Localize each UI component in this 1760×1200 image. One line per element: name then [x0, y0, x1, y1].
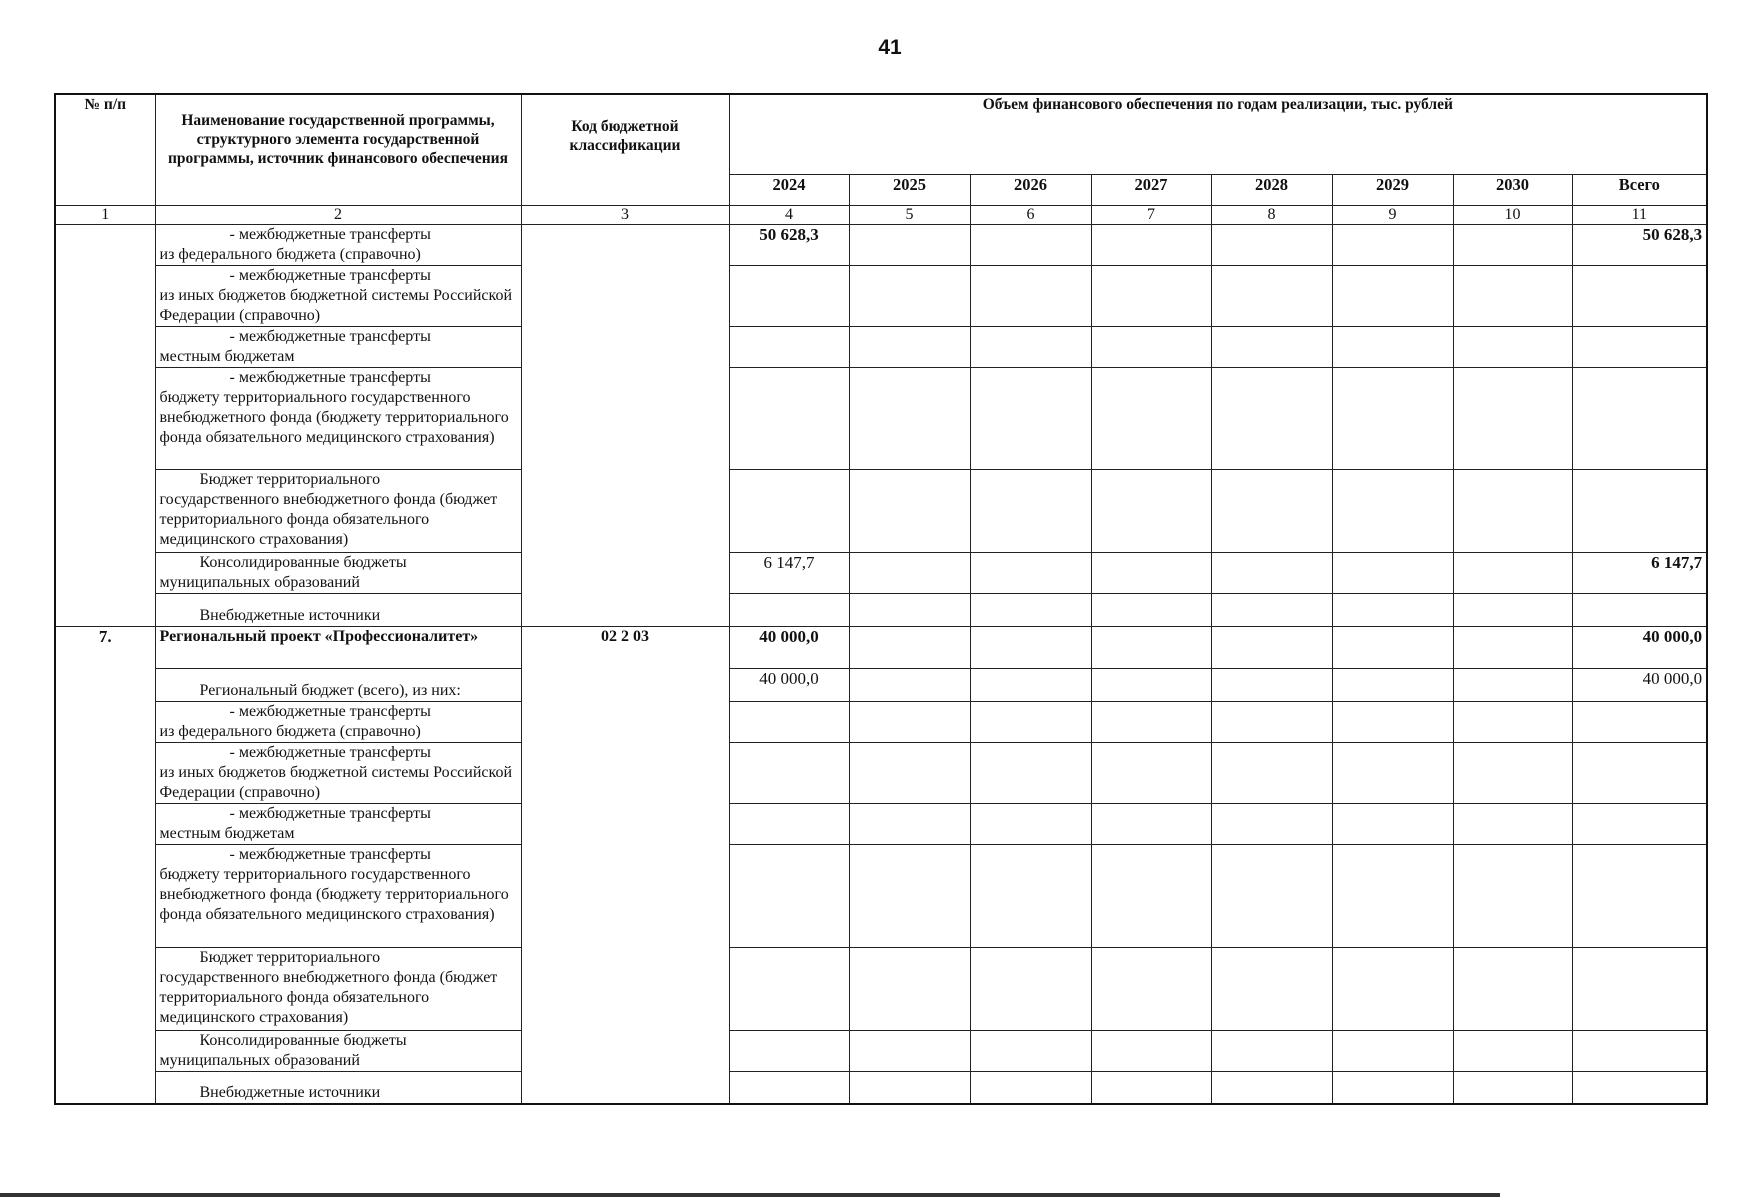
- header-code: Код бюджетной классификации: [521, 94, 729, 205]
- row-label: Бюджет территориального государственного внебюджетного фонда (бюджет территориального фонда обязательного медицинского страхования): [155, 947, 521, 1030]
- header-name: Наименование государственной программы, структурного элемента государственной программы, источник финансового обеспечения: [155, 94, 521, 205]
- table-row: [55, 552, 1707, 593]
- budget-table: [54, 93, 1708, 1105]
- row-label: - межбюджетные трансферты местным бюджетам: [155, 326, 521, 367]
- table-row: [55, 668, 1707, 701]
- col-number: 2: [155, 205, 521, 224]
- row-label: - межбюджетные трансферты из иных бюджетов бюджетной системы Российской Федерации (справочно): [155, 742, 521, 803]
- col-number: 9: [1332, 205, 1453, 224]
- row-label: - межбюджетные трансферты бюджету территориального государственного внебюджетного фонда (бюджету территориального фонда обязательного медицинского страхования): [155, 844, 521, 947]
- project-label: Региональный проект «Профессионалитет»: [155, 626, 521, 668]
- year-2026: 2026: [970, 174, 1091, 205]
- col-number: 1: [55, 205, 155, 224]
- page-number: 41: [878, 36, 902, 59]
- row-label: Внебюджетные источники: [155, 593, 521, 626]
- table-row: [55, 265, 1707, 326]
- table-row: [55, 626, 1707, 668]
- year-2025: 2025: [849, 174, 970, 205]
- header-number: № п/п: [55, 94, 155, 205]
- bottom-rule: [0, 1193, 1500, 1197]
- col-number: 3: [521, 205, 729, 224]
- value-2024: 50 628,3: [729, 224, 849, 265]
- row-label: - межбюджетные трансферты бюджету территориального государственного внебюджетного фонда (бюджету территориального фонда обязательного медицинского страхования): [155, 367, 521, 469]
- year-2024: 2024: [729, 174, 849, 205]
- value-total: 50 628,3: [1572, 224, 1707, 265]
- row-label: - межбюджетные трансферты из иных бюджетов бюджетной системы Российской Федерации (справочно): [155, 265, 521, 326]
- table-row: [55, 326, 1707, 367]
- table-row: [55, 593, 1707, 626]
- row-number: 7.: [55, 626, 155, 1104]
- table-row: [55, 469, 1707, 552]
- row-label: - межбюджетные трансферты из федерального бюджета (справочно): [155, 224, 521, 265]
- row-number-empty: [55, 224, 155, 626]
- row-label: Бюджет территориального государственного внебюджетного фонда (бюджет территориального фонда обязательного медицинского страхования): [155, 469, 521, 552]
- table-row: [55, 844, 1707, 947]
- row-label: Консолидированные бюджеты муниципальных образований: [155, 1030, 521, 1071]
- col-number: 8: [1211, 205, 1332, 224]
- col-number: 7: [1091, 205, 1211, 224]
- row-label: Консолидированные бюджеты муниципальных образований: [155, 552, 521, 593]
- value-total: 40 000,0: [1572, 668, 1707, 701]
- row-label: Региональный бюджет (всего), из них:: [155, 668, 521, 701]
- budget-code: 02 2 03: [521, 626, 729, 1104]
- value-2024: 40 000,0: [729, 626, 849, 668]
- table-row: [55, 947, 1707, 1030]
- table-row: [55, 1071, 1707, 1104]
- year-2030: 2030: [1453, 174, 1572, 205]
- column-numbers-row: [55, 205, 1707, 224]
- header-row: [55, 94, 1707, 174]
- col-number: 10: [1453, 205, 1572, 224]
- col-number: 6: [970, 205, 1091, 224]
- value-2024: 6 147,7: [729, 552, 849, 593]
- code-empty: [521, 224, 729, 626]
- year-2028: 2028: [1211, 174, 1332, 205]
- table-row: [55, 367, 1707, 469]
- table-row: [55, 701, 1707, 742]
- row-label: Внебюджетные источники: [155, 1071, 521, 1104]
- row-label: - межбюджетные трансферты местным бюджетам: [155, 803, 521, 844]
- year-2027: 2027: [1091, 174, 1211, 205]
- table-row: [55, 742, 1707, 803]
- col-number: 4: [729, 205, 849, 224]
- value-total: 6 147,7: [1572, 552, 1707, 593]
- row-label: - межбюджетные трансферты из федерального бюджета (справочно): [155, 701, 521, 742]
- table-row: [55, 1030, 1707, 1071]
- value-2024: 40 000,0: [729, 668, 849, 701]
- table-row: [55, 224, 1707, 265]
- col-number: 11: [1572, 205, 1707, 224]
- year-total: Всего: [1572, 174, 1707, 205]
- header-volume: Объем финансового обеспечения по годам реализации, тыс. рублей: [729, 94, 1707, 174]
- year-2029: 2029: [1332, 174, 1453, 205]
- table-row: [55, 803, 1707, 844]
- value-total: 40 000,0: [1572, 626, 1707, 668]
- col-number: 5: [849, 205, 970, 224]
